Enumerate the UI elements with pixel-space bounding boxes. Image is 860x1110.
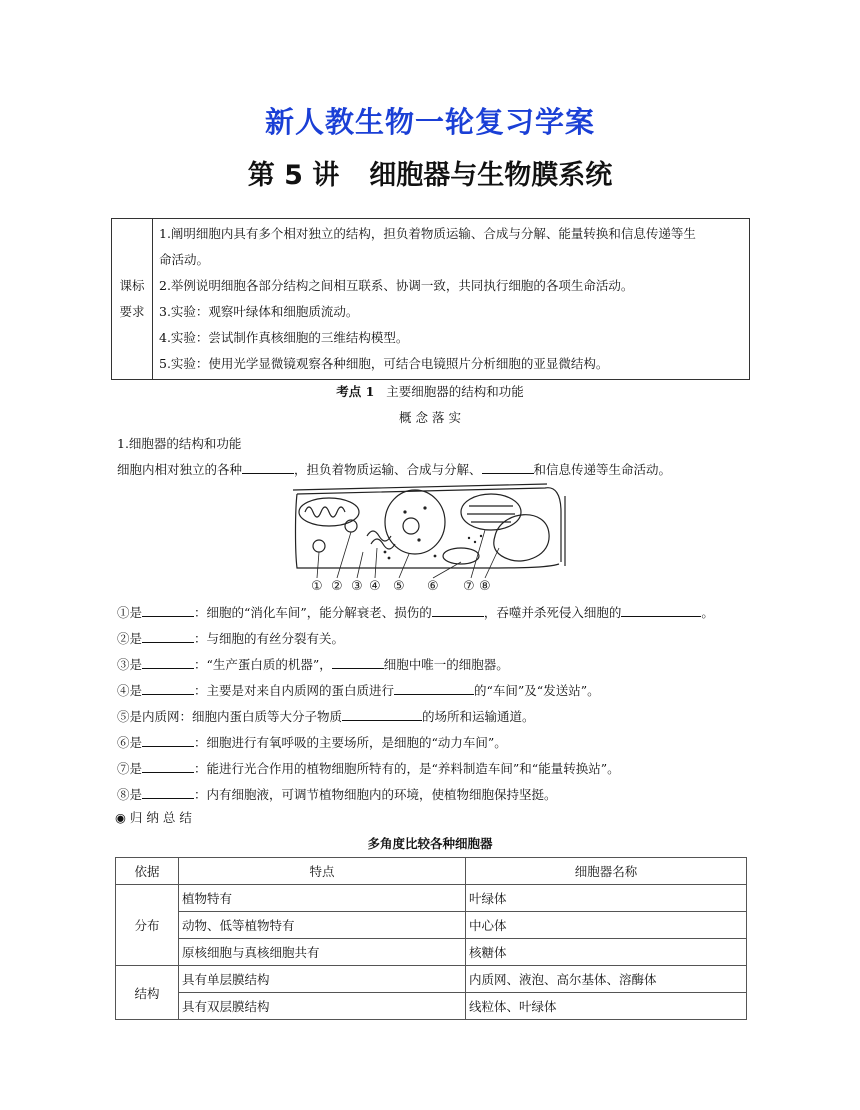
fill-blank[interactable] xyxy=(394,682,474,695)
requirement-line: 4.实验：尝试制作真核细胞的三维结构模型。 xyxy=(159,330,409,345)
lecture-number: 第 5 讲 xyxy=(247,160,340,191)
requirement-line: 3.实验：观察叶绿体和细胞质流动。 xyxy=(159,304,359,319)
figure-label-6: ⑥ xyxy=(427,579,439,594)
fill-blank[interactable] xyxy=(482,461,534,474)
table-row: 原核细胞与真核细胞共有 核糖体 xyxy=(116,939,747,966)
organelle-comparison-table xyxy=(115,857,747,1020)
organelle-line-7: ⑦是 ：能进行光合作用的植物细胞所特有的，是“养料制造车间”和“能量转换站”。 xyxy=(117,761,620,776)
concept-subheading: 概 念 落 实 xyxy=(399,410,461,425)
fill-blank[interactable] xyxy=(142,786,194,799)
table-header-basis: 依据 xyxy=(116,858,179,885)
fill-blank[interactable] xyxy=(432,604,484,617)
organelle-line-4: ④是 ：主要是对来自内质网的蛋白质进行 的“车间”及“发送站”。 xyxy=(117,683,600,698)
organelle-line-2: ②是 ：与细胞的有丝分裂有关。 xyxy=(117,631,345,646)
figure-label-7: ⑦ xyxy=(463,579,475,594)
fill-blank[interactable] xyxy=(142,604,194,617)
fill-blank[interactable] xyxy=(621,604,701,617)
mitochondrion-small-shape xyxy=(443,548,479,564)
figure-label-1: ① xyxy=(311,579,323,594)
figure-label-3: ③ xyxy=(351,579,363,594)
summary-heading: ◉ 归 纳 总 结 xyxy=(115,810,192,825)
table-group-distribution: 分布 xyxy=(116,885,179,966)
table-row: 动物、低等植物特有 中心体 xyxy=(116,912,747,939)
fill-blank[interactable] xyxy=(142,734,194,747)
organelle-line-3: ③是 ：“生产蛋白质的机器”， 细胞中唯一的细胞器。 xyxy=(117,657,509,672)
fill-blank[interactable] xyxy=(142,760,194,773)
plant-cell-diagram xyxy=(285,482,575,594)
summary-marker-icon: ◉ xyxy=(115,810,126,825)
document-title: 新人教生物一轮复习学案 xyxy=(264,105,595,139)
comparison-table-title: 多角度比较各种细胞器 xyxy=(367,836,493,851)
figure-label-5: ⑤ xyxy=(393,579,405,594)
table-header-feature: 特点 xyxy=(179,858,466,885)
lysosome-shape xyxy=(313,540,325,552)
requirements-content xyxy=(153,219,750,380)
lecture-heading xyxy=(0,153,860,192)
fill-blank[interactable] xyxy=(142,630,194,643)
fill-blank[interactable] xyxy=(242,461,294,474)
organelle-line-5: ⑤是内质网：细胞内蛋白质等大分子物质 的场所和运输通道。 xyxy=(117,709,535,724)
requirement-line: 5.实验：使用光学显微镜观察各种细胞，可结合电镜照片分析细胞的亚显微结构。 xyxy=(159,356,609,371)
nucleus-shape xyxy=(385,490,445,554)
table-group-structure: 结构 xyxy=(116,966,179,1020)
organelle-line-8: ⑧是 ：内有细胞液，可调节植物细胞内的环境，使植物细胞保持坚挺。 xyxy=(117,787,557,802)
figure-label-8: ⑧ xyxy=(479,579,491,594)
requirement-line: 2.举例说明细胞各部分结构之间相互联系、协调一致，共同执行细胞的各项生命活动。 xyxy=(159,278,634,293)
table-row: 分布 植物特有 叶绿体 xyxy=(116,885,747,912)
lecture-title: 细胞器与生物膜系统 xyxy=(369,160,613,191)
organelle-line-6: ⑥是 ：细胞进行有氧呼吸的主要场所，是细胞的“动力车间”。 xyxy=(117,735,507,750)
organelle-line-1: ①是 ：细胞的“消化车间”，能分解衰老、损伤的 ，吞噬并杀死侵入细胞的 。 xyxy=(117,605,714,620)
requirement-line: 1.阐明细胞内具有多个相对独立的结构，担负着物质运输、合成与分解、能量转换和信息传递等生 xyxy=(159,226,696,241)
fill-blank[interactable] xyxy=(142,682,194,695)
curriculum-requirements-table xyxy=(111,218,750,380)
fill-blank[interactable] xyxy=(142,656,194,669)
kaodian-heading: 考点 1 主要细胞器的结构和功能 xyxy=(336,384,524,399)
fill-blank[interactable] xyxy=(332,656,384,669)
figure-label-4: ④ xyxy=(369,579,381,594)
table-row: 具有双层膜结构 线粒体、叶绿体 xyxy=(116,993,747,1020)
fill-blank[interactable] xyxy=(342,708,422,721)
table-row: 结构 具有单层膜结构 内质网、液泡、高尔基体、溶酶体 xyxy=(116,966,747,993)
table-header-organelle: 细胞器名称 xyxy=(466,858,747,885)
requirements-label: 课标 要求 xyxy=(112,219,153,380)
section-heading: 1.细胞器的结构和功能 xyxy=(117,436,242,451)
requirement-line: 命活动。 xyxy=(159,252,210,267)
figure-label-2: ② xyxy=(331,579,343,594)
intro-paragraph: 细胞内相对独立的各种 ，担负着物质运输、合成与分解、 和信息传递等生命活动。 xyxy=(117,462,672,477)
chloroplast-shape xyxy=(461,494,521,530)
